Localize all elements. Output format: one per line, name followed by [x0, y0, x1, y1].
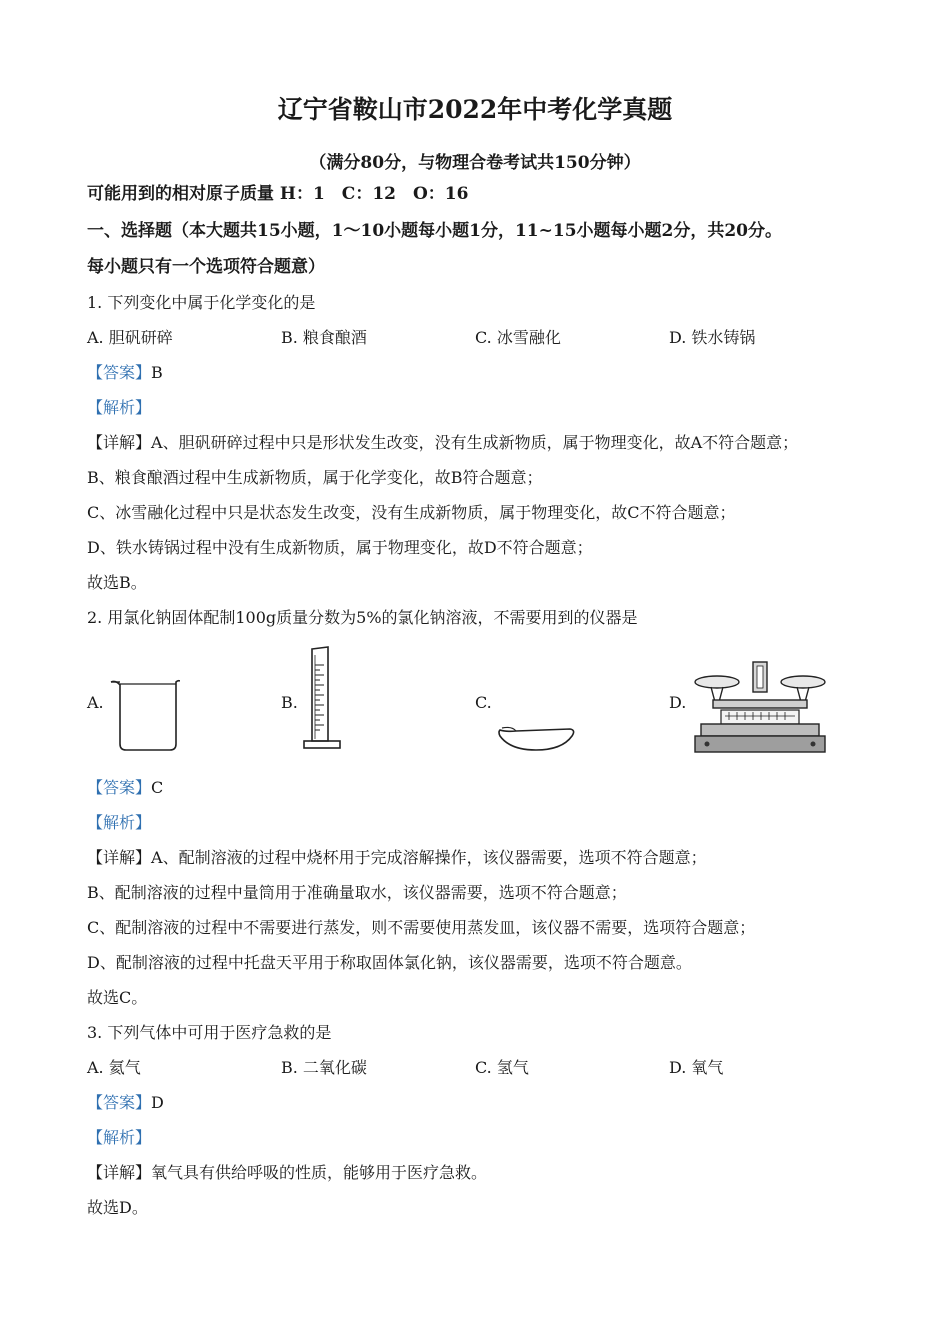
q2-option-b: B.: [281, 693, 298, 712]
q3-option-c: C. 氢气: [475, 1058, 529, 1077]
detail-tag: 【详解】: [87, 433, 152, 452]
evaporating-dish-icon: [496, 722, 576, 754]
beaker-icon: [108, 676, 180, 754]
q1-option-c: C. 冰雪融化: [475, 328, 561, 347]
q1-analysis-tag: 【解析】: [87, 398, 152, 417]
graduated-cylinder-icon: [300, 645, 344, 751]
atomic-masses: 可能用到的相对原子质量 H：1 C：12 O：16: [87, 184, 469, 204]
q3-conclusion: 故选D。: [87, 1198, 148, 1217]
q3-analysis-tag: 【解析】: [87, 1128, 152, 1147]
answer-tag: 【答案】: [87, 1093, 152, 1112]
q1-conclusion: 故选B。: [87, 573, 147, 592]
q2-option-a: A.: [87, 693, 104, 712]
q2-analysis-tag: 【解析】: [87, 813, 152, 832]
q3-detail-text: 氧气具有供给呼吸的性质，能够用于医疗急救。: [151, 1163, 488, 1182]
q1-detail-b: B、粮食酿酒过程中生成新物质，属于化学变化，故B符合题意；: [87, 468, 543, 487]
q1-detail-a: [87, 432, 798, 454]
q2-detail-a-text: A、配制溶液的过程中烧杯用于完成溶解操作，该仪器需要，选项不符合题意；: [151, 848, 707, 867]
answer-tag: 【答案】: [87, 778, 152, 797]
q3-stem: 3. 下列气体中可用于医疗急救的是: [87, 1023, 332, 1042]
q2-detail-a: [87, 847, 707, 869]
q1-answer-value: B: [151, 363, 163, 382]
q3-option-d: D. 氧气: [669, 1058, 724, 1077]
q2-stem: 2. 用氯化钠固体配制100g质量分数为5%的氯化钠溶液，不需要用到的仪器是: [87, 608, 638, 627]
q2-answer-value: C: [151, 778, 164, 797]
answer-tag: 【答案】: [87, 363, 152, 382]
q3-detail: [87, 1162, 487, 1184]
q3-answer: [87, 1092, 164, 1114]
q1-detail-d: D、铁水铸锅过程中没有生成新物质，属于物理变化，故D不符合题意；: [87, 538, 593, 557]
q2-option-c: C.: [475, 693, 492, 712]
q2-detail-d: D、配制溶液的过程中托盘天平用于称取固体氯化钠，该仪器需要，选项不符合题意。: [87, 953, 692, 972]
page-title: 辽宁省鞍山市2022年中考化学真题: [277, 95, 673, 124]
q2-answer: [87, 777, 163, 799]
q3-answer-value: D: [151, 1093, 164, 1112]
q2-option-d: D.: [669, 693, 687, 712]
q1-answer: [87, 362, 163, 384]
balance-scale-icon: [693, 660, 827, 756]
detail-tag: 【详解】: [87, 848, 152, 867]
q2-detail-c: C、配制溶液的过程中不需要进行蒸发，则不需要使用蒸发皿，该仪器不需要，选项符合题意；: [87, 918, 756, 937]
q1-detail-a-text: A、胆矾研碎过程中只是形状发生改变，没有生成新物质，属于物理变化，故A不符合题意；: [151, 433, 799, 452]
detail-tag: 【详解】: [87, 1163, 152, 1182]
q1-detail-c: C、冰雪融化过程中只是状态发生改变，没有生成新物质，属于物理变化，故C不符合题意；: [87, 503, 736, 522]
q1-option-a: A. 胆矾研碎: [87, 328, 173, 347]
section-heading-line2: 每小题只有一个选项符合题意）: [87, 257, 325, 277]
section-heading-line1: 一、选择题（本大题共15小题，1～10小题每小题1分，11~15小题每小题2分，共20分。: [87, 221, 783, 241]
q1-option-b: B. 粮食酿酒: [281, 328, 367, 347]
q2-conclusion: 故选C。: [87, 988, 148, 1007]
q1-option-d: D. 铁水铸锅: [669, 328, 756, 347]
page-subtitle: （满分80分，与物理合卷考试共150分钟）: [309, 153, 641, 173]
q2-detail-b: B、配制溶液的过程中量筒用于准确量取水，该仪器需要，选项不符合题意；: [87, 883, 627, 902]
q3-option-b: B. 二氧化碳: [281, 1058, 367, 1077]
q3-option-a: A. 氦气: [87, 1058, 141, 1077]
q1-stem: 1. 下列变化中属于化学变化的是: [87, 293, 316, 312]
